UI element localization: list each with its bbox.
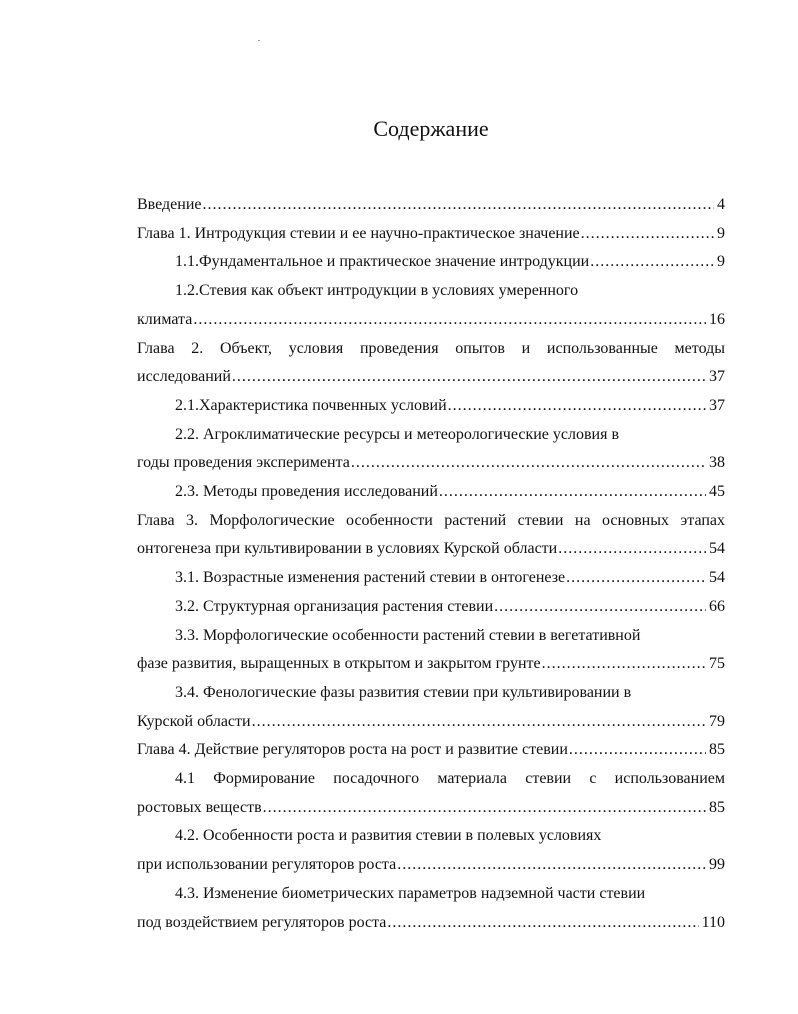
toc-entry-line <box>137 736 725 765</box>
dot-leader <box>387 909 698 938</box>
toc-entry-line <box>137 650 725 679</box>
toc-entry[interactable] <box>137 220 725 249</box>
toc-entry-line <box>137 306 725 335</box>
toc-entry-title: 3.2. Структурная организация растения стевии <box>175 597 494 615</box>
toc-entry-line: Глава 2. Объект, условия проведения опытов и использованные методы <box>137 339 725 357</box>
toc-entry-line <box>137 593 725 622</box>
toc-entry-title: климата <box>137 310 193 328</box>
toc-page-number: 99 <box>709 856 725 874</box>
toc-page-number: 16 <box>709 310 725 328</box>
toc-page-number: 110 <box>701 913 725 931</box>
toc-entry-title: онтогенеза при культивировании в условиях Курской области <box>137 540 558 558</box>
toc-entry-line <box>137 392 725 421</box>
toc-page-number: 4 <box>717 196 725 213</box>
dot-leader <box>542 650 706 679</box>
toc-entry[interactable] <box>137 622 725 679</box>
toc-entry-line: 3.3. Морфологические особенности растений стевии в вегетативной <box>175 626 641 644</box>
toc-entry-line: 4.2. Особенности роста и развития стевии в полевых условиях <box>175 827 602 845</box>
toc-entry-line: Глава 3. Морфологические особенности растений стевии на основных этапах <box>137 511 725 529</box>
toc-entry-line: 4.1 Формирование посадочного материала стевии с использованием <box>175 770 725 788</box>
dot-leader <box>232 363 706 392</box>
toc-entry[interactable] <box>137 191 725 220</box>
toc-entry-line: 4.3. Изменение биометрических параметров надземной части стевии <box>175 884 646 902</box>
toc-entry-title: Курской области <box>137 712 251 730</box>
toc-entry-title: 1.1.Фундаментальное и практическое значение интродукции <box>175 253 590 271</box>
toc-entry-line <box>137 191 725 220</box>
toc-entry[interactable] <box>137 335 725 392</box>
toc-page-number: 79 <box>709 712 725 730</box>
toc-entry-line <box>137 794 725 823</box>
dot-leader <box>448 392 706 421</box>
toc-entry-title: 3.1. Возрастные изменения растений стевии в онтогенезе <box>175 569 566 587</box>
toc-entry[interactable] <box>137 478 725 507</box>
dot-leader <box>193 306 706 335</box>
toc-entry-line: 2.2. Агроклиматические ресурсы и метеорологические условия в <box>175 425 620 443</box>
toc-entry[interactable] <box>137 392 725 421</box>
toc-entry-title: Введение <box>137 196 202 213</box>
toc-entry-line <box>137 564 725 593</box>
toc-page-number: 66 <box>709 597 725 615</box>
toc-entry-title: 2.3. Методы проведения исследований <box>175 483 438 501</box>
scan-speck <box>258 40 260 41</box>
toc-entry-line: 3.4. Фенологические фазы развития стевии при культивировании в <box>175 683 632 701</box>
dot-leader <box>581 220 714 249</box>
toc-entry[interactable] <box>137 564 725 593</box>
toc-entry-line <box>137 708 725 737</box>
dot-leader <box>590 248 714 277</box>
toc-entry-title: ростовых веществ <box>137 798 262 816</box>
toc-entry-line <box>137 909 725 938</box>
dot-leader <box>351 449 706 478</box>
toc-entry-title: 2.1.Характеристика почвенных условий <box>175 396 447 414</box>
toc-entry[interactable] <box>137 421 725 478</box>
toc-entry-line <box>137 449 725 478</box>
dot-leader <box>252 708 706 737</box>
dot-leader <box>569 736 706 765</box>
toc-page-number: 38 <box>709 454 725 472</box>
toc-entry-line <box>137 248 725 277</box>
toc-entry-title: фазе развития, выращенных в открытом и закрытом грунте <box>137 655 541 673</box>
toc-entry[interactable] <box>137 736 725 765</box>
toc-page-number: 9 <box>717 224 725 242</box>
table-of-contents <box>137 191 725 937</box>
toc-page-number: 54 <box>709 540 725 558</box>
toc-page-number: 37 <box>709 368 725 386</box>
toc-entry[interactable] <box>137 679 725 736</box>
toc-page-number: 85 <box>709 798 725 816</box>
toc-entry-line <box>137 220 725 249</box>
toc-entry-title: годы проведения эксперимента <box>137 454 350 472</box>
dot-leader <box>494 593 706 622</box>
toc-entry[interactable] <box>137 880 725 937</box>
toc-entry-line <box>137 478 725 507</box>
page-title: Содержание <box>373 116 489 141</box>
toc-entry-line <box>137 851 725 880</box>
toc-entry-title: исследований <box>137 368 231 386</box>
toc-entry-line <box>137 535 725 564</box>
dot-leader <box>566 564 706 593</box>
dot-leader <box>203 191 715 220</box>
toc-entry[interactable] <box>137 277 725 334</box>
dot-leader <box>263 794 706 823</box>
toc-entry[interactable] <box>137 765 725 822</box>
dot-leader <box>439 478 706 507</box>
toc-entry-line: 1.2.Стевия как объект интродукции в условиях умеренного <box>175 282 579 300</box>
toc-page-number: 54 <box>709 569 725 587</box>
toc-page-number: 9 <box>717 253 725 271</box>
toc-entry-line <box>137 363 725 392</box>
toc-entry[interactable] <box>137 507 725 564</box>
toc-page-number: 37 <box>709 396 725 414</box>
toc-entry-title: Глава 1. Интродукция стевии и ее научно-практическое значение <box>137 224 580 242</box>
toc-page-number: 45 <box>709 483 725 501</box>
toc-page-number: 85 <box>709 741 725 759</box>
toc-entry-title: Глава 4. Действие регуляторов роста на рост и развитие стевии <box>137 741 568 759</box>
toc-entry[interactable] <box>137 822 725 879</box>
dot-leader <box>558 535 706 564</box>
dot-leader <box>397 851 706 880</box>
toc-page-number: 75 <box>709 655 725 673</box>
toc-entry[interactable] <box>137 248 725 277</box>
toc-entry-title: при использовании регуляторов роста <box>137 856 397 874</box>
toc-entry-title: под воздействием регуляторов роста <box>137 913 387 931</box>
toc-entry[interactable] <box>137 593 725 622</box>
